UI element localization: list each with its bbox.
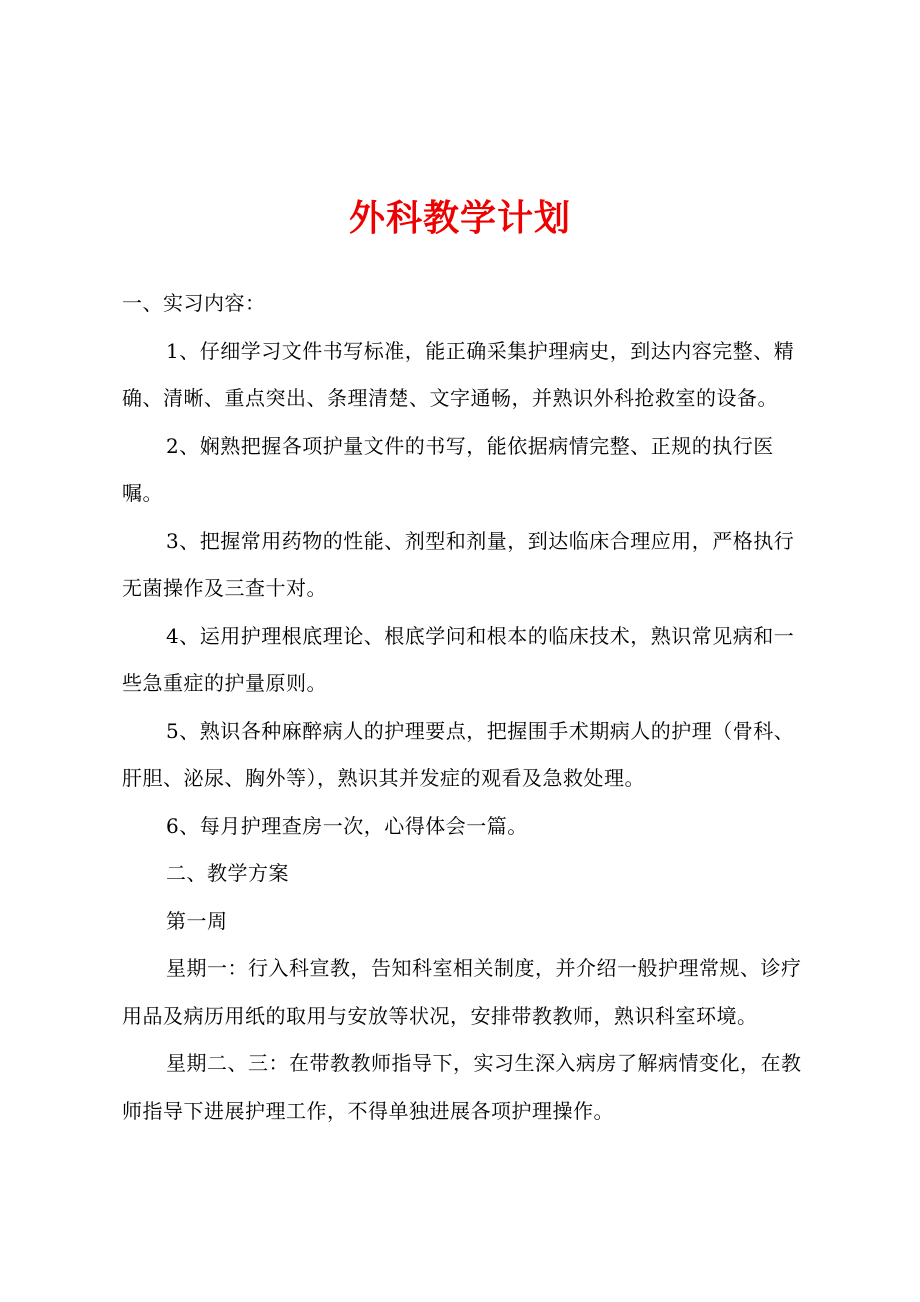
section-heading-internship-content: 一、实习内容： [122, 291, 266, 315]
document-title: 外科教学计划 [348, 197, 571, 239]
paragraph-item-6: 6、每月护理查房一次，心得体会一篇。 [166, 813, 528, 838]
paragraph-tuesday-wednesday: 星期二、三：在带教教师指导下，实习生深入病房了解病情变化，在教师指导下进展护理工作，不得单独进展各项护理操作。 [122, 1051, 802, 1123]
paragraph-item-3: 3、把握常用药物的性能、剂型和剂量，到达临床合理应用，严格执行无菌操作及三查十对。 [122, 528, 795, 600]
paragraph-item-4: 4、运用护理根底理论、根底学问和根本的临床技术，熟识常见病和一些急重症的护量原则。 [122, 623, 795, 695]
paragraph-item-1: 1、仔细学习文件书写标准，能正确采集护理病史，到达内容完整、精确、清晰、重点突出、条理清楚、文字通畅，并熟识外科抢救室的设备。 [122, 338, 795, 410]
week-heading: 第一周 [166, 908, 228, 933]
paragraph-item-2: 2、娴熟把握各项护量文件的书写，能依据病情完整、正规的执行医嘱。 [122, 433, 774, 505]
paragraph-item-5: 5、熟识各种麻醉病人的护理要点，把握围手术期病人的护理（骨科、肝胆、泌尿、胸外等），熟识其并发症的观看及急救处理。 [122, 718, 795, 790]
section-heading-teaching-plan: 二、教学方案 [166, 861, 289, 885]
paragraph-monday: 星期一：行入科宣教，告知科室相关制度，并介绍一般护理常规、诊疗用品及病历用纸的取用与安放等状况，安排带教教师，熟识科室环境。 [122, 956, 802, 1028]
document-body [122, 280, 812, 1135]
